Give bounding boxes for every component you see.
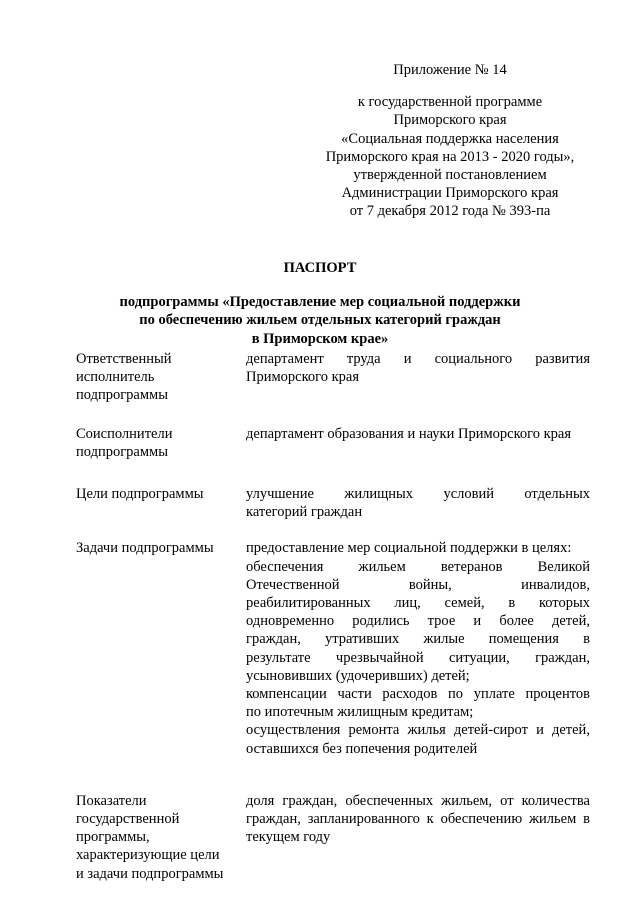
row-label-line: Цели подпрограммы bbox=[76, 486, 204, 503]
appendix-line: от 7 декабря 2012 года № 393-па bbox=[349, 203, 551, 220]
row-value-line: предоставление мер социальной поддержки в целях: bbox=[246, 540, 572, 557]
row-label-line: программы, bbox=[76, 829, 150, 846]
row-label-line: Показатели bbox=[76, 792, 147, 809]
subprogram-title-line: по обеспечению жильем отдельных категорий граждан bbox=[139, 312, 501, 329]
row-label-line: характеризующие цели bbox=[76, 847, 220, 864]
appendix-line: Администрации Приморского края bbox=[341, 185, 559, 202]
row-value-line: Отечественной войны, инвалидов, bbox=[246, 576, 590, 593]
row-value-line: доля граждан, обеспеченных жильем, от количества bbox=[246, 792, 590, 809]
subprogram-title-line: подпрограммы «Предоставление мер социальной поддержки bbox=[119, 294, 521, 311]
row-tasks bbox=[76, 539, 590, 757]
row-value-line: департамент образования и науки Приморского края bbox=[246, 425, 571, 442]
row-label-line: Ответственный bbox=[76, 351, 172, 367]
appendix-line: к государственной программе bbox=[357, 94, 543, 111]
row-value-line: реабилитированных лиц, семей, в которых bbox=[246, 595, 590, 612]
passport-table bbox=[76, 350, 590, 883]
appendix-line: Приморского края на 2013 - 2020 годы», bbox=[325, 148, 575, 165]
row-value-line: по ипотечным жилищным кредитам; bbox=[246, 704, 474, 721]
row-value-line: категорий граждан bbox=[246, 504, 363, 521]
row-value bbox=[246, 539, 590, 757]
row-value-line: улучшение жилищных условий отдельных bbox=[246, 486, 590, 503]
row-responsible bbox=[76, 350, 590, 405]
row-value-line: граждан, запланированного к обеспечению жильем в bbox=[246, 811, 590, 828]
row-value bbox=[246, 792, 590, 883]
appendix-line: утвержденной постановлением bbox=[353, 167, 547, 184]
document-title bbox=[0, 259, 640, 348]
row-label-line: подпрограммы bbox=[76, 443, 168, 460]
row-coexecutors bbox=[76, 425, 590, 461]
row-value-line: обеспечения жильем ветеранов Великой bbox=[246, 558, 590, 575]
row-value-line: граждан, утративших жилые помещения в bbox=[246, 631, 590, 648]
appendix-number: Приложение № 14 bbox=[393, 62, 507, 78]
row-goals bbox=[76, 485, 590, 521]
row-indicators bbox=[76, 792, 590, 883]
row-value-line: результате чрезвычайной ситуации, граждан, bbox=[246, 649, 590, 666]
row-value bbox=[246, 425, 590, 461]
row-label-line: и задачи подпрограммы bbox=[76, 865, 224, 882]
row-value-line: осуществления ремонта жилья детей-сирот и детей, bbox=[246, 722, 590, 739]
appendix-line: Приморского края bbox=[393, 112, 507, 129]
appendix-header bbox=[300, 61, 600, 221]
row-label bbox=[76, 792, 246, 883]
row-value-line: одновременно родились трое и более детей, bbox=[246, 613, 590, 630]
appendix-line: «Социальная поддержка населения bbox=[341, 130, 559, 147]
row-label-line: подпрограммы bbox=[76, 387, 168, 404]
row-label bbox=[76, 539, 246, 757]
row-value-line: компенсации части расходов по уплате процентов bbox=[246, 686, 590, 703]
row-label bbox=[76, 425, 246, 461]
row-label-line: государственной bbox=[76, 811, 180, 828]
row-value-line: оставшихся без попечения родителей bbox=[246, 740, 478, 757]
row-value-line: текущем году bbox=[246, 829, 331, 846]
row-label bbox=[76, 485, 246, 521]
row-label-line: Задачи подпрограммы bbox=[76, 540, 214, 557]
passport-heading: ПАСПОРТ bbox=[283, 260, 357, 276]
row-value bbox=[246, 350, 590, 405]
subprogram-title-line: в Приморском крае» bbox=[251, 330, 389, 347]
row-value-line: Приморского края bbox=[246, 369, 360, 386]
row-value-line: усыновивших (удочеривших) детей; bbox=[246, 667, 470, 684]
row-label-line: исполнитель bbox=[76, 369, 155, 386]
row-value bbox=[246, 485, 590, 521]
row-value-line: департамент труда и социального развития bbox=[246, 351, 590, 367]
row-label-line: Соисполнители bbox=[76, 425, 173, 442]
row-label bbox=[76, 350, 246, 405]
